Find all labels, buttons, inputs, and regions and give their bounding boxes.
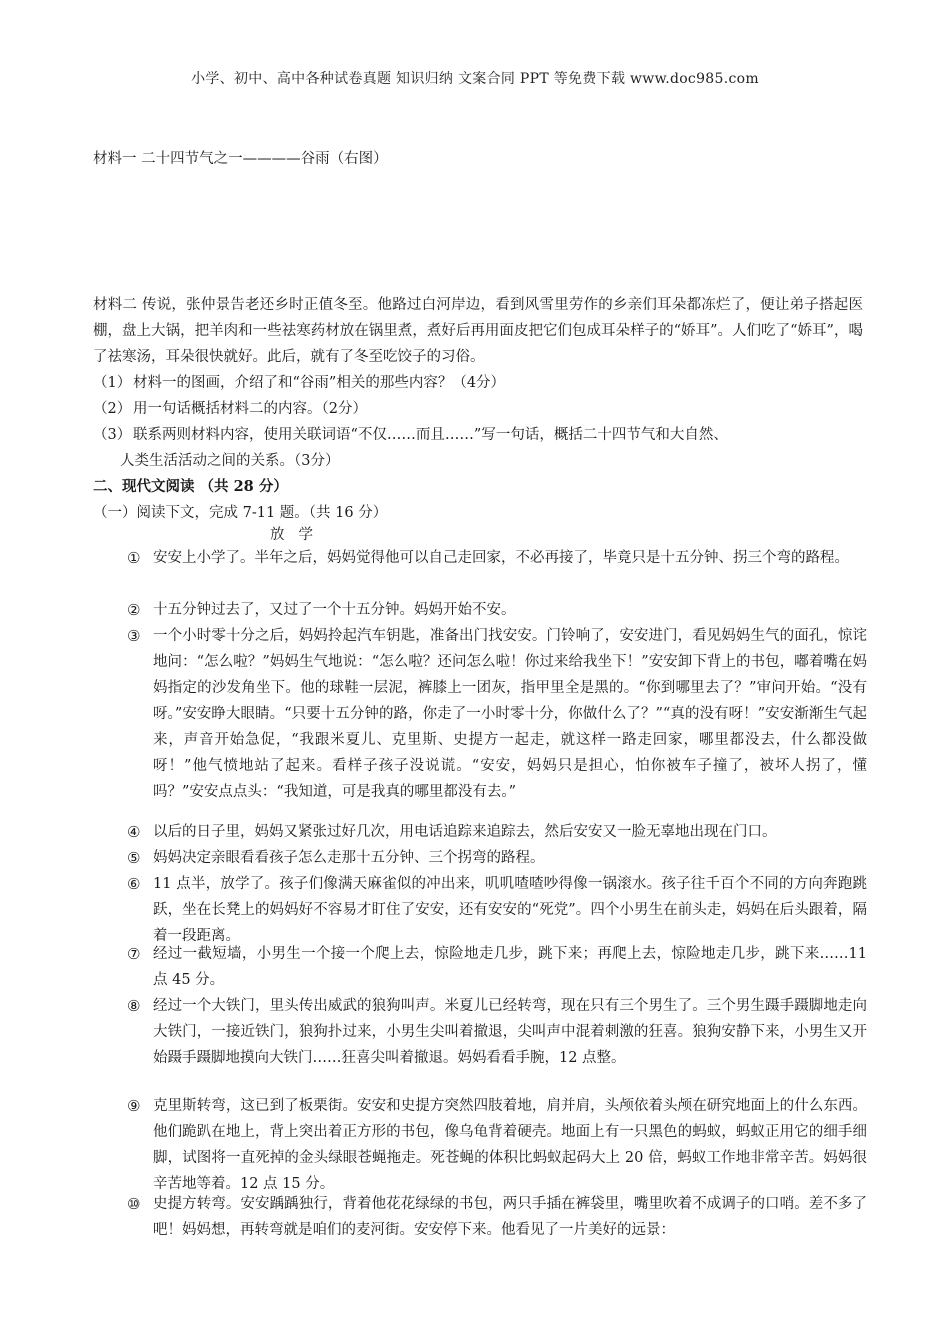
paragraph-7	[127, 941, 867, 993]
section-heading: 二、现代文阅读 （共 28 分）	[93, 478, 288, 495]
question-number: （2）	[93, 401, 132, 417]
paragraph-text: 以后的日子里，妈妈又紧张过好几次，用电话追踪来追踪去，然后安安又一脸无辜地出现在门口。	[153, 824, 777, 840]
paragraph-1	[127, 545, 867, 571]
question-2	[93, 396, 367, 422]
paragraph-number: ③	[127, 627, 141, 645]
paragraph-text: 十五分钟过去了，又过了一个十五分钟。妈妈开始不安。	[153, 602, 516, 618]
article-title: 放学	[270, 527, 327, 543]
paragraph-text: 妈妈决定亲眼看看孩子怎么走那十五分钟、三个拐弯的路程。	[153, 850, 545, 866]
question-number: （3）	[93, 427, 132, 443]
paragraph-text: 克里斯转弯，这已到了板栗街。安安和史提方突然四肢着地，肩并肩，头颅依着头颅在研究地面上的什么东西。他们跪趴在地上，背上突出着正方形的书包，像乌龟背着硬壳。地面上有一只黑色的蚂蚁，蚂蚁正用它的细手细脚，试图将一直死掉的金头绿眼苍蝇拖走。死苍蝇的体积比蚂蚁起码大上 20 倍，蚂蚁工作地非常辛苦。妈妈很辛苦地等着。12 点 15 分。	[153, 1098, 867, 1192]
material-two: 材料二 传说，张仲景告老还乡时正值冬至。他路过白河岸边，看到风雪里劳作的乡亲们耳朵都冻烂了，便让弟子搭起医棚，盘上大锅，把羊肉和一些祛寒药材放在锅里煮，煮好后再用面皮把它们包成耳朵样子的“娇耳”。人们吃了“娇耳”，喝了祛寒汤，耳朵很快就好。此后，就有了冬至吃饺子的习俗。	[93, 297, 863, 365]
page-header: 小学、初中、高中各种试卷真题 知识归纳 文案合同 PPT 等免费下载 www.doc985.com	[191, 71, 759, 87]
question-text: 用一句话概括材料二的内容。（2分）	[133, 401, 367, 417]
paragraph-number: ⑥	[127, 875, 141, 893]
question-1	[93, 370, 505, 396]
question-text: 材料一的图画，介绍了和“谷雨”相关的那些内容？（4分）	[133, 375, 506, 391]
paragraph-number: ⑩	[127, 1195, 141, 1213]
question-3-continuation: 人类生活活动之间的关系。（3分）	[120, 453, 340, 469]
question-text: 联系两则材料内容，使用关联词语“不仅……而且……”写一句话，概括二十四节气和大自然、	[133, 427, 728, 443]
paragraph-number: ⑨	[127, 1097, 141, 1115]
paragraph-10	[127, 1191, 867, 1243]
paragraph-number: ⑤	[127, 849, 141, 867]
paragraph-5	[127, 845, 867, 871]
paragraph-8	[127, 993, 867, 1071]
paragraph-number: ④	[127, 823, 141, 841]
question-number: （1）	[93, 375, 132, 391]
paragraph-number: ②	[127, 601, 141, 619]
paragraph-6	[127, 871, 867, 949]
paragraph-2	[127, 597, 867, 623]
question-3	[93, 422, 728, 448]
paragraph-text: 安安上小学了。半年之后，妈妈觉得他可以自己走回家，不必再接了，毕竟只是十五分钟、拐三个弯的路程。	[153, 550, 849, 566]
paragraph-3	[127, 623, 867, 805]
paragraph-text: 一个小时零十分之后，妈妈拎起汽车钥匙，准备出门找安安。门铃响了，安安进门，看见妈妈生气的面孔，惊诧地问：“怎么啦？”妈妈生气地说：“怎么啦？还问怎么啦！你过来给我坐下！”安安卸下背上的书包，嘟着嘴在妈妈指定的沙发角坐下。他的球鞋一层泥，裤膝上一团灰，指甲里全是黑的。“你到哪里去了？”审问开始。“没有呀。”安安睁大眼睛。“只要十五分钟的路，你走了一小时零十分，你做什么了？”“真的没有呀！”安安渐渐生气起来，声音开始急促，“我跟米夏儿、克里斯、史提方一起走，就这样一路走回家，哪里都没去，什么都没做呀！”他气愤地站了起来。看样子孩子没说谎。“安安，妈妈只是担心，怕你被车子撞了，被坏人拐了，懂吗？”安安点点头：“我知道，可是我真的哪里都没有去。”	[153, 628, 867, 800]
paragraph-number: ⑧	[127, 997, 141, 1015]
paragraph-text: 经过一个大铁门，里头传出威武的狼狗叫声。米夏儿已经转弯，现在只有三个男生了。三个男生蹑手蹑脚地走向大铁门，一接近铁门，狼狗扑过来，小男生尖叫着撤退，尖叫声中混着刺激的狂喜。狼狗安静下来，小男生又开始蹑手蹑脚地摸向大铁门……狂喜尖叫着撤退。妈妈看看手腕，12 点整。	[153, 998, 867, 1066]
paragraph-text: 11 点半，放学了。孩子们像满天麻雀似的冲出来，叽叽喳喳吵得像一锅滚水。孩子往千百个不同的方向奔跑跳跃，坐在长凳上的妈妈好不容易才盯住了安安，还有安安的“死党”。四个小男生在前头走，妈妈在后头跟着，隔着一段距离。	[153, 876, 867, 944]
subsection-heading: （一）阅读下文，完成 7-11 题。（共 16 分）	[93, 505, 388, 521]
paragraph-9	[127, 1093, 867, 1197]
paragraph-number: ①	[127, 549, 141, 567]
paragraph-text: 史提方转弯。安安踽踽独行，背着他花花绿绿的书包，两只手插在裤袋里，嘴里吹着不成调子的口哨。差不多了吧！妈妈想，再转弯就是咱们的麦河街。安安停下来。他看见了一片美好的远景：	[153, 1196, 867, 1238]
material-one: 材料一 二十四节气之一————谷雨（右图）	[93, 151, 388, 167]
paragraph-text: 经过一截短墙，小男生一个接一个爬上去，惊险地走几步，跳下来；再爬上去，惊险地走几步，跳下来……11 点 45 分。	[153, 946, 867, 988]
paragraph-number: ⑦	[127, 945, 141, 963]
paragraph-4	[127, 819, 867, 845]
